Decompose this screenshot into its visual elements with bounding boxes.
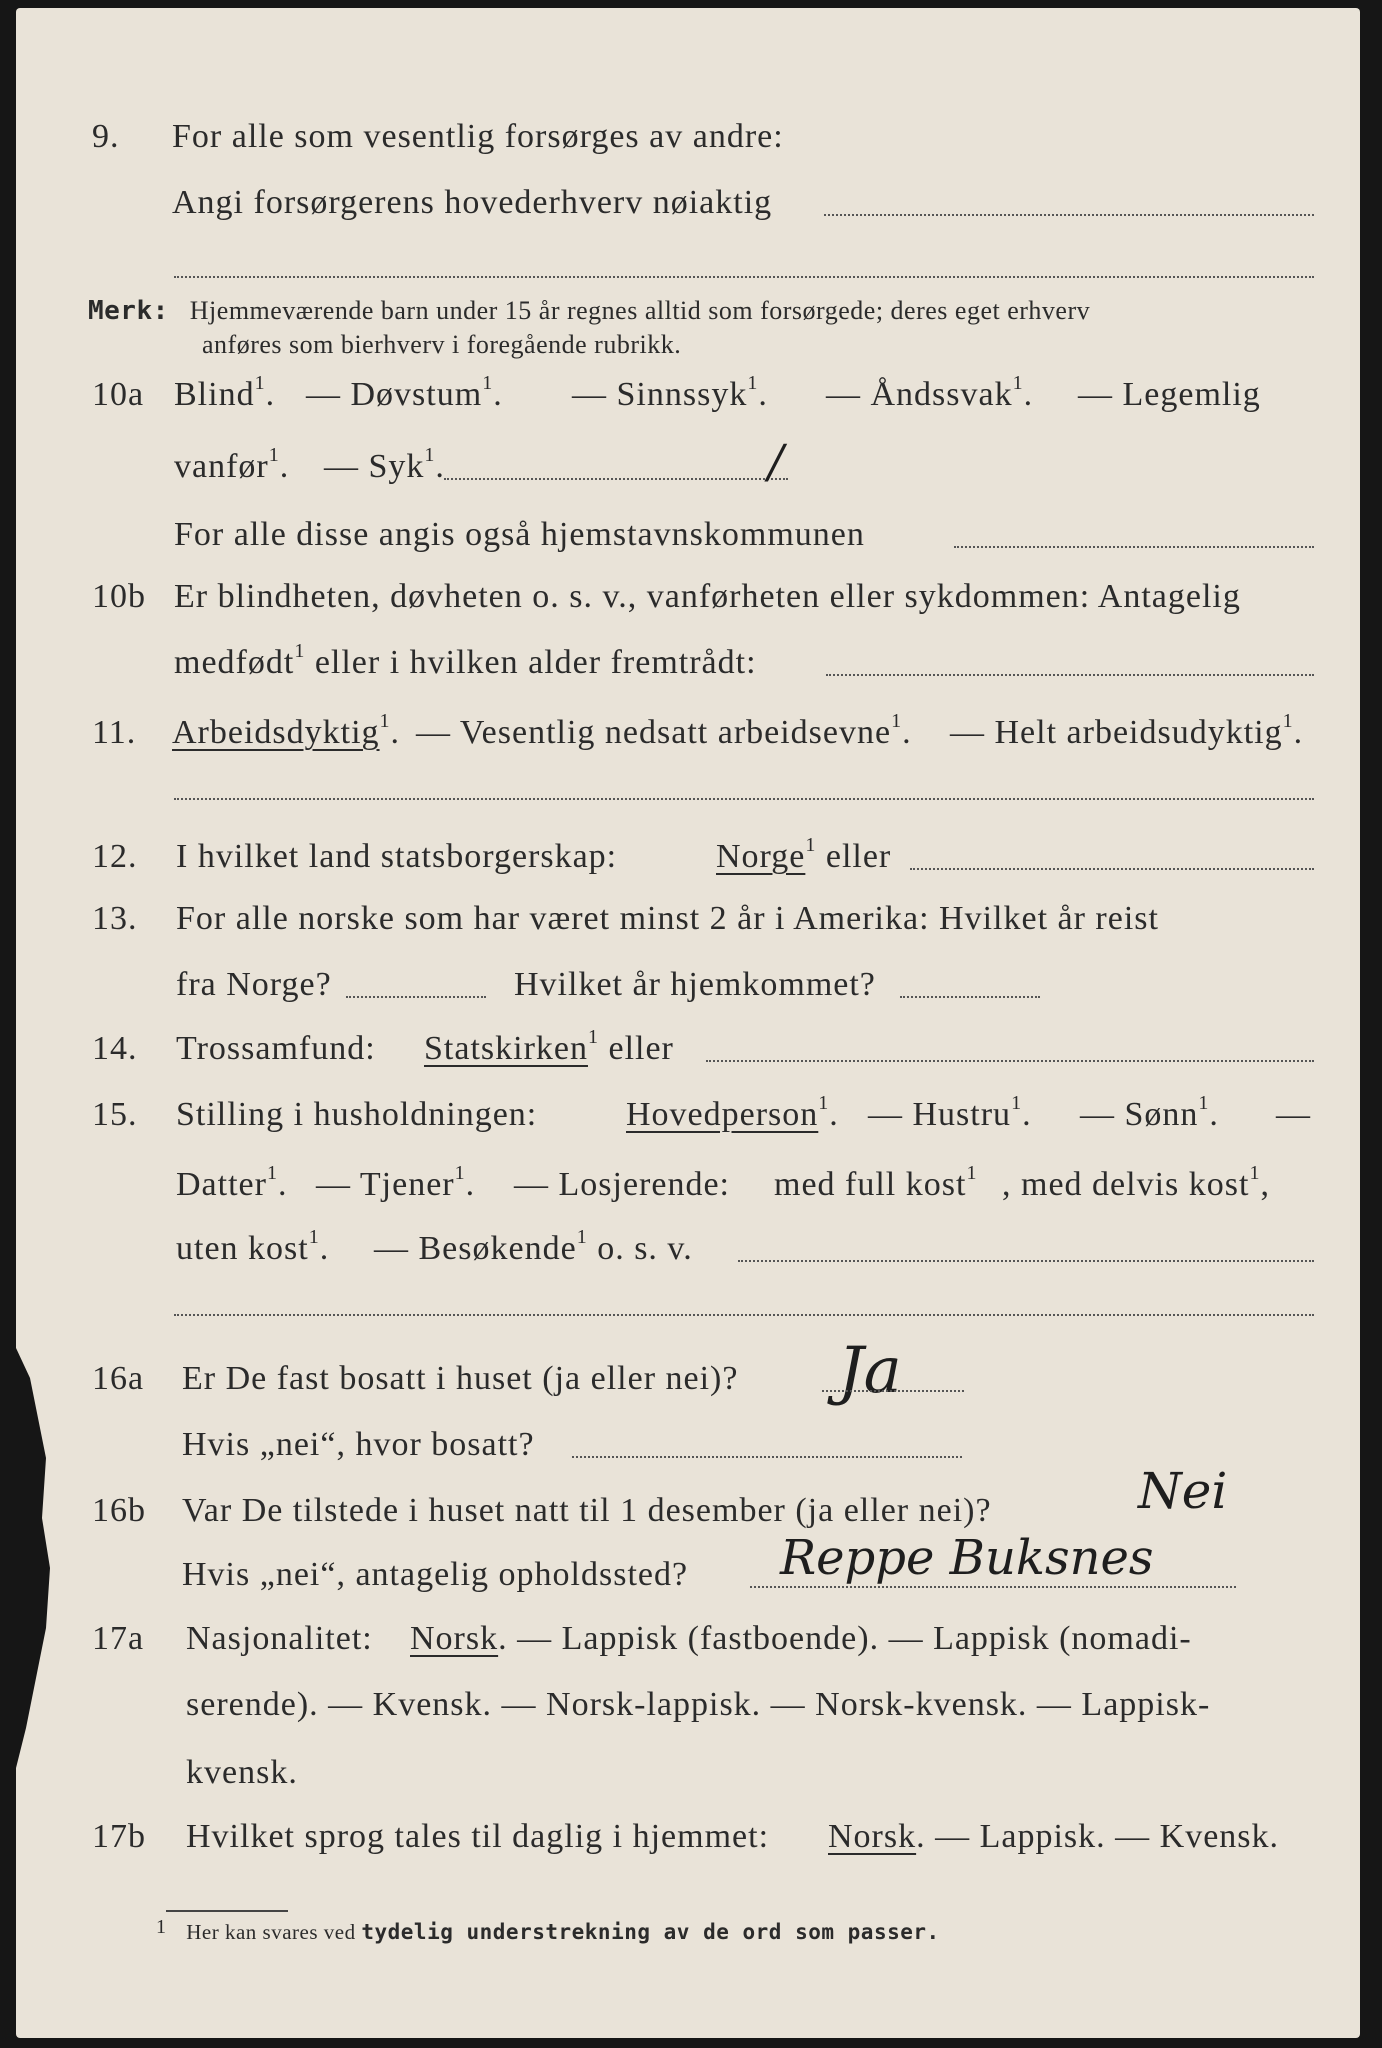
question-number: 13.: [92, 900, 138, 937]
question-text: serende). — Kvensk. — Norsk-lappisk. — Norsk-kvensk. — Lappisk-: [186, 1686, 1211, 1723]
option-delvis-kost[interactable]: , med delvis kost$^1$,: [1002, 1162, 1270, 1203]
handwritten-answer: Nei: [1138, 1462, 1228, 1520]
question-text: For alle norske som har været minst 2 år i Amerika: Hvilket år reist: [176, 900, 1159, 937]
answer-line[interactable]: [750, 1586, 1236, 1588]
option-hovedperson[interactable]: Hovedperson$^1$.: [626, 1092, 839, 1133]
option-dovstum[interactable]: — Døvstum$^1$.: [306, 372, 503, 413]
option-besokende[interactable]: — Besøkende$^1$ o. s. v.: [374, 1226, 693, 1267]
question-10a-line3: [16, 516, 1360, 568]
question-number: 10b: [92, 578, 146, 615]
question-10b-line2: [16, 640, 1360, 696]
handwritten-mark: /: [768, 434, 784, 488]
option-vanfor[interactable]: vanfør$^1$.: [174, 444, 290, 485]
question-text: Hvilket år hjemkommet?: [514, 966, 876, 1003]
question-15-line2: [16, 1162, 1360, 1218]
question-16a: [16, 1334, 1360, 1412]
answer-line[interactable]: [738, 1260, 1314, 1262]
question-number: 16a: [92, 1360, 145, 1397]
question-15-line3: [16, 1226, 1360, 1282]
question-15: [16, 1092, 1360, 1148]
answer-line[interactable]: [826, 674, 1314, 676]
option-datter[interactable]: Datter$^1$.: [176, 1162, 288, 1203]
question-17a: [16, 1620, 1360, 1672]
question-10a-line2: [16, 434, 1360, 500]
answer-line[interactable]: [822, 1390, 964, 1392]
note-line2: anføres som bierhverv i foregående rubrikk.: [202, 330, 682, 359]
note: [88, 296, 1090, 326]
option-legemlig[interactable]: — Legemlig: [1078, 376, 1261, 413]
answer-line[interactable]: [706, 1060, 1314, 1062]
option-norsk[interactable]: Norsk. — Lappisk (fastboende). — Lappisk (nomadi-: [410, 1620, 1192, 1657]
question-text: Stilling i husholdningen:: [176, 1096, 538, 1133]
question-text: medfødt$^1$ eller i hvilken alder fremtrådt:: [174, 640, 757, 681]
question-number: 10a: [92, 376, 145, 413]
question-number: 12.: [92, 838, 138, 875]
question-17a-line3: [16, 1754, 1360, 1806]
question-14: [16, 1026, 1360, 1082]
question-text: Var De tilstede i huset natt til 1 desember (ja eller nei)?: [182, 1492, 992, 1529]
question-number: 17a: [92, 1620, 145, 1657]
question-text: Er De fast bosatt i huset (ja eller nei)?: [182, 1360, 739, 1397]
question-number: 9.: [92, 118, 120, 155]
question-17b: [16, 1818, 1360, 1870]
question-text: Hvilket sprog tales til daglig i hjemmet:: [186, 1818, 770, 1855]
answer-line[interactable]: [900, 996, 1040, 998]
option-norsk[interactable]: Norsk. — Lappisk. — Kvensk.: [828, 1818, 1280, 1855]
question-text: Nasjonalitet:: [186, 1620, 373, 1657]
question-text: kvensk.: [186, 1754, 298, 1791]
option-blind[interactable]: Blind$^1$.: [174, 372, 276, 413]
census-form-page: [16, 8, 1360, 2038]
question-text: Trossamfund:: [176, 1030, 376, 1067]
question-text: fra Norge?: [176, 966, 332, 1003]
handwritten-answer: Ja: [838, 1334, 902, 1408]
answer-line[interactable]: [174, 276, 1314, 278]
question-number: 14.: [92, 1030, 138, 1067]
answer-line[interactable]: [174, 1314, 1314, 1316]
question-13-line2: [16, 966, 1360, 1018]
option-hustru[interactable]: — Hustru$^1$.: [868, 1092, 1032, 1133]
handwritten-answer: Reppe Buksnes: [780, 1530, 1154, 1586]
question-number: 11.: [92, 714, 137, 751]
question-number: 16b: [92, 1492, 146, 1529]
answer-line[interactable]: [910, 868, 1314, 870]
option-norge[interactable]: Norge$^1$ eller: [716, 834, 892, 875]
question-text: Er blindheten, døvheten o. s. v., vanførheten eller sykdommen: Antagelig: [174, 578, 1241, 615]
option-vesentlig-nedsatt[interactable]: — Vesentlig nedsatt arbeidsevne$^1$.: [416, 710, 912, 751]
question-number: 17b: [92, 1818, 146, 1855]
question-text: I hvilket land statsborgerskap:: [176, 838, 618, 875]
question-11: [16, 710, 1360, 766]
question-text: Hvis „nei“, hvor bosatt?: [182, 1426, 535, 1463]
question-text: For alle disse angis også hjemstavnskommunen: [174, 516, 865, 553]
question-16b: [16, 1462, 1360, 1544]
footnote: $^1$ Her kan svares ved tydelig understrekning av de ord som passer.: [156, 1916, 940, 1944]
question-12: [16, 834, 1360, 890]
answer-line[interactable]: [174, 798, 1314, 800]
option-syk[interactable]: — Syk$^1$.: [324, 444, 445, 485]
option-uten-kost[interactable]: uten kost$^1$.: [176, 1226, 330, 1267]
answer-line[interactable]: [346, 996, 486, 998]
question-10a: [16, 372, 1360, 428]
question-text: For alle som vesentlig forsørges av andre:: [172, 118, 784, 155]
footnote-divider: [166, 1910, 288, 1912]
answer-line[interactable]: [572, 1456, 962, 1458]
option-sinnssyk[interactable]: — Sinnssyk$^1$.: [572, 372, 768, 413]
option-andssvak[interactable]: — Åndssvak$^1$.: [826, 372, 1034, 413]
answer-line[interactable]: [954, 546, 1314, 548]
question-10b: [16, 578, 1360, 630]
question-number: 15.: [92, 1096, 138, 1133]
answer-line[interactable]: [444, 478, 788, 480]
option-losjerende: — Losjerende:: [514, 1166, 730, 1203]
option-helt-arbeidsudyktig[interactable]: — Helt arbeidsudyktig$^1$.: [950, 710, 1304, 751]
question-16b-line2: [16, 1530, 1360, 1608]
option-sonn[interactable]: — Sønn$^1$.: [1080, 1092, 1219, 1133]
question-17a-line2: [16, 1686, 1360, 1738]
question-text: Hvis „nei“, antagelig opholdssted?: [182, 1556, 689, 1593]
question-text: Angi forsørgerens hovederhverv nøiaktig: [172, 184, 773, 221]
dash: —: [1276, 1096, 1311, 1133]
question-13: [16, 900, 1360, 952]
option-tjener[interactable]: — Tjener$^1$.: [316, 1162, 476, 1203]
answer-line[interactable]: [824, 214, 1314, 216]
option-full-kost[interactable]: med full kost$^1$: [774, 1162, 978, 1203]
note-label: Merk:: [88, 296, 169, 326]
option-arbeidsdyktig[interactable]: Arbeidsdyktig$^1$.: [172, 710, 401, 751]
question-9: [16, 118, 1360, 170]
question-9-line2: [16, 184, 1360, 236]
option-statskirken[interactable]: Statskirken$^1$ eller: [424, 1026, 674, 1067]
note-text: Hjemmeværende barn under 15 år regnes alltid som forsørgede; deres eget erhverv: [189, 296, 1091, 325]
